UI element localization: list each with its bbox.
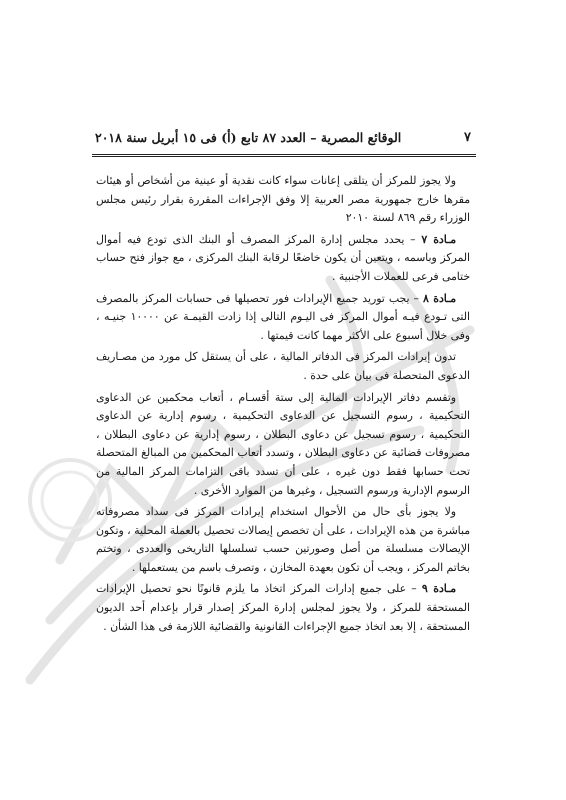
paragraph-text: ولا يجوز بأى حال من الأحوال استخدام إيرادات المركز فى سداد مصروفاته مباشرة من هذه الإيرادات ، على أن تخصص إيصالات تحصيل بالعملة المحلية ، وتكون الإيصالات مسلسلة من أصل وصورتين حسب تسلسلها التاريخى والعددى ، وتختم بخاتم المركز ، ويجب أن تكون بعهدة المخازن ، وتصرف باسم من يستعملها . [96,505,470,574]
paragraph [96,580,470,636]
paragraph-text: – يحدد مجلس إدارة المركز المصرف أو البنك الذى تودع فيه أموال المركز وباسمه ، ويتعين أن يكون خاضعًا لرقابة البنك المركزى ، مع جواز فتح حساب ختامى فرعى للعملات الأجنبية . [96,232,470,283]
paragraph [96,348,470,385]
paragraph [96,172,470,228]
header-title: الوقائع المصرية – العدد ٨٧ تابع (أ) فى ١٥ أبريل سنة ٢٠١٨ [95,129,402,145]
paragraph [96,231,470,287]
page-header [95,126,471,148]
paragraph-text: – على جميع إدارات المركز اتخاذ ما يلزم قانونًا نحو تحصيل الإيرادات المستحقة للمركز ، ولا يجوز لمجلس إدارة المركز إصدار قرار بإعدام أحد الديون المستحقة ، إلا بعد اتخاذ جميع الإجراءات القانونية والقضائية اللازمة فى هذا الشأن . [96,582,470,633]
article-label: مـادة ٨ [423,291,456,305]
paragraph-text: وتقسم دفاتر الإيرادات المالية إلى ستة أقسـام ، أتعاب محكمين عن الدعاوى التحكيمية ، رسوم التسجيل عن الدعاوى التحكيمية ، رسوم إدارية عن الدعاوى التحكيمية ، رسوم تسجيل عن دعاوى البطلان ، رسوم إدارية عن دعاوى البطلان ، مصروفات قضائية عن دعاوى البطلان ، وتسدد أتعاب المحكمين من المبالغ المتحصلة تحت حسابها فقط دون غيره ، على أن تسدد باقى التزامات المركز المالية من الرسوم الإدارية ورسوم التسجيل ، وغيرها من الموارد الأخرى . [96,390,470,497]
paragraph-text: – يجب توريد جميع الإيرادات فور تحصيلها فى حسابات المركز بالمصرف التى تـودع فيـه أموال المركز فى اليـوم التالى إذا زادت القيمـة عن ١٠٠٠٠ جنيـه ، وفى خلال أسبوع على الأكثر مهما كانت قيمتها . [96,291,470,342]
paragraph-text: تدون إيرادات المركز فى الدفاتر المالية ، على أن يستقل كل مورد من مصـاريف الدعوى المتحصلة فى بيان على حدة . [96,350,470,382]
article-label: مـادة ٧ [421,232,456,246]
paragraph [96,503,470,577]
document-body [96,172,470,639]
paragraph [96,389,470,501]
header-rule [92,154,476,157]
paragraph [96,290,470,346]
paragraph-text: ولا يجوز للمركز أن يتلقى إعانات سواء كانت نقدية أو عينية من أشخاص أو هيئات مقرها خارج جمهورية مصر العربية إلا وفق الإجراءات المقررة بقرار رئيس مجلس الوزراء رقم ٨٦٩ لسنة ٢٠١٠ [96,174,470,225]
article-label: مـادة ٩ [421,582,456,596]
page-number: ٧ [464,129,471,145]
